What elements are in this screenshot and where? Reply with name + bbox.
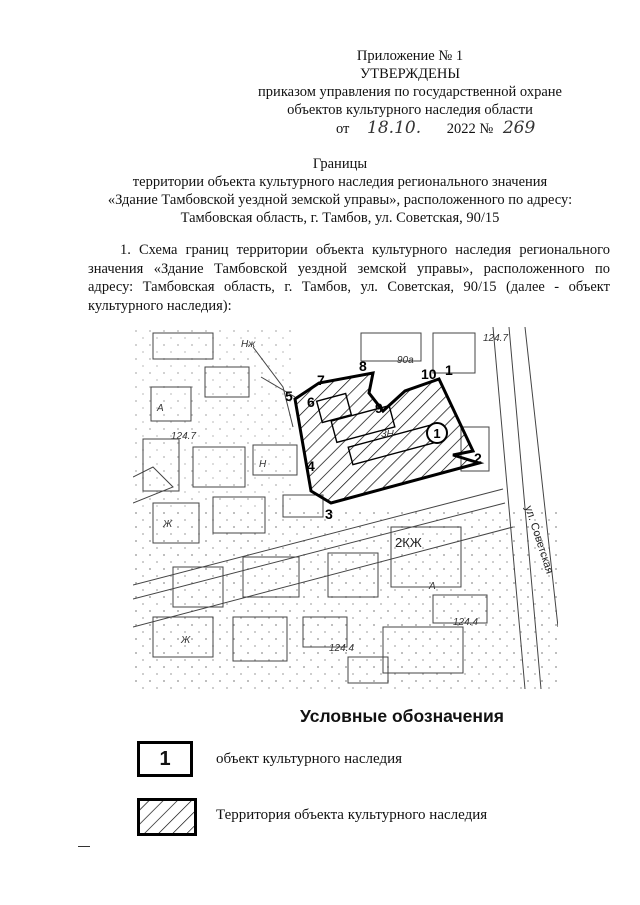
street-label: ул. Советская: [522, 504, 556, 576]
order-line-2: объектов культурного наследия области: [287, 102, 533, 118]
point-10: 10: [421, 366, 437, 382]
point-3: 3: [325, 506, 333, 522]
building-label: А: [157, 403, 164, 414]
point-2: 2: [474, 450, 482, 466]
boundary-map: [133, 327, 558, 689]
elevation-label: 124.7: [171, 431, 197, 442]
building-label: А: [429, 581, 436, 592]
title-line-2: территории объекта культурного наследия регионального значения: [132, 174, 548, 190]
legend-object-number: 1: [159, 747, 171, 770]
legend-territory-text: Территория объекта культурного наследия: [216, 807, 488, 823]
point-7: 7: [317, 372, 325, 388]
point-9: 9: [375, 400, 383, 416]
elevation-label: 124.4: [453, 617, 479, 628]
date-prefix: от: [336, 121, 350, 137]
title-line-3: «Здание Тамбовской уездной земской управы», расположенного по адресу:: [107, 192, 573, 208]
title-line-4: Тамбовская область, г. Тамбов, ул. Советская, 90/15: [180, 210, 500, 226]
building-label-2kzh: 2КЖ: [395, 535, 422, 550]
point-8: 8: [359, 358, 367, 374]
elevation-label: 124.4: [329, 643, 355, 654]
point-4: 4: [307, 458, 315, 474]
year-number-label: 2022 №: [446, 121, 494, 137]
legend-object-box: [137, 741, 193, 777]
building-label: Ж: [163, 519, 173, 530]
elevation-label: 124.7: [483, 333, 509, 344]
legend-title: Условные обозначения: [300, 706, 504, 726]
building-label: 90а: [397, 355, 414, 366]
legend-territory-box: [137, 798, 197, 836]
legend-object-text: объект культурного наследия: [216, 751, 402, 767]
point-6: 6: [307, 394, 315, 410]
approved-label: УТВЕРЖДЕНЫ: [359, 66, 461, 82]
scheme-paragraph: 1. Схема границ территории объекта культурного наследия регионального значения «Здание Тамбовской уездной земской управы», расположенного по адресу: Тамбовская область, г. Тамбов, ул. Советская, 90/15 (далее - объект культурного наследия):: [88, 242, 610, 314]
building-label: Ж: [181, 635, 191, 646]
handwritten-number: 269: [502, 118, 536, 138]
footer-dash: [78, 846, 90, 847]
building-label: Н: [259, 459, 267, 470]
point-1: 1: [445, 362, 453, 378]
handwritten-date: 18.10.: [367, 118, 422, 138]
order-line-1: приказом управления по государственной охране: [258, 84, 562, 100]
building-label: Нж: [241, 339, 256, 350]
object-marker-number: 1: [433, 426, 441, 441]
building-label: 3Н: [381, 429, 394, 440]
point-5: 5: [285, 388, 293, 404]
appendix-label: Приложение № 1: [356, 48, 464, 64]
title-line-1: Границы: [312, 156, 368, 172]
date-line: [336, 119, 576, 138]
object-marker-icon: [427, 423, 447, 443]
